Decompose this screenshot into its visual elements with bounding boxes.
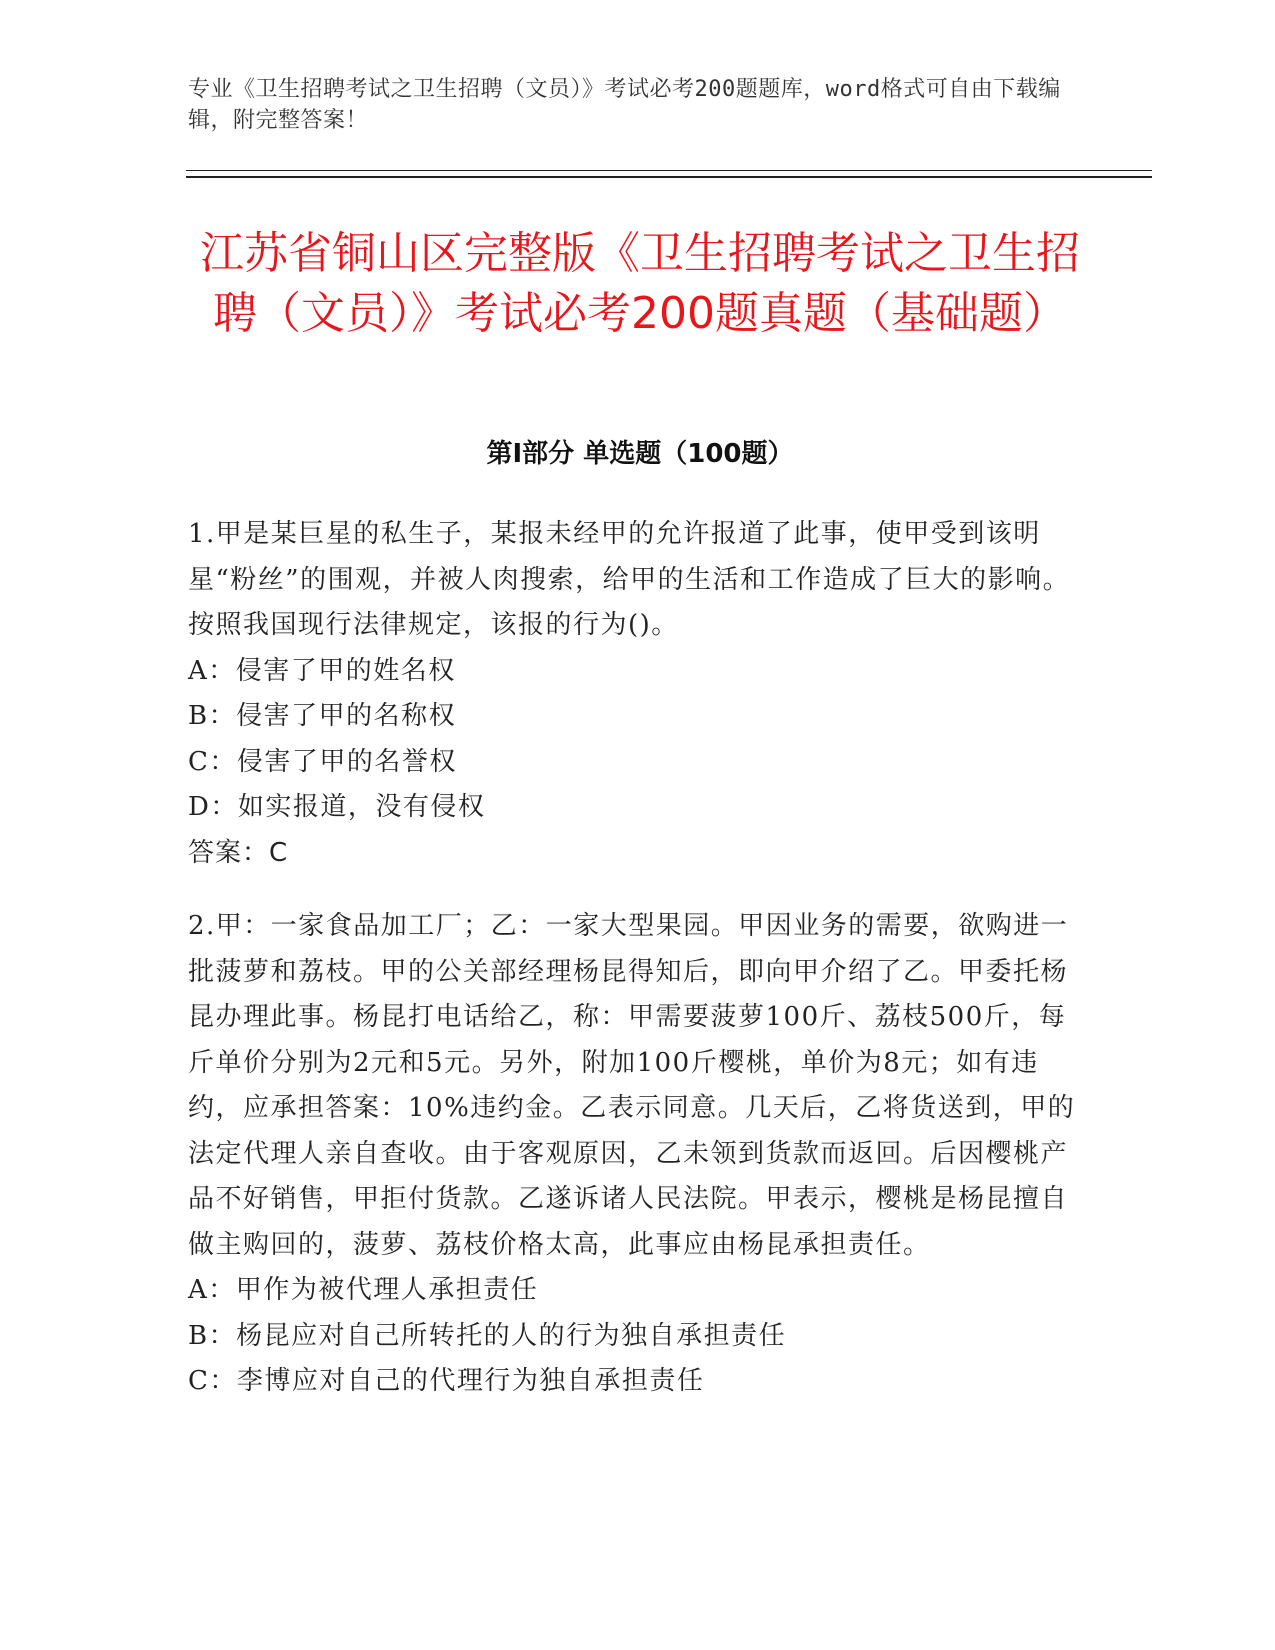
question-2 — [188, 904, 1088, 1405]
option-a: A：侵害了甲的姓名权 — [188, 655, 456, 686]
option-c: C：侵害了甲的名誉权 — [188, 746, 457, 777]
header-divider-thin — [186, 170, 1152, 171]
option-b: B：侵害了甲的名称权 — [188, 701, 457, 731]
question-stem: 2.甲：一家食品加工厂；乙：一家大型果园。甲因业务的需要，欲购进一批菠萝和荔枝。甲的公关部经理杨昆得知后，即向甲介绍了乙。甲委托杨昆办理此事。杨昆打电话给乙，称：甲需要菠萝100斤、荔枝500斤，每斤单价分别为2元和5元。另外，附加100斤樱桃，单价为8元；如有违约，应承担答案：10%违约金。乙表示同意。几天后，乙将货送到，甲的法定代理人亲自查收。由于客观原因，乙未领到货款而返回。后因樱桃产品不好销售，甲拒付货款。乙遂诉诸人民法院。甲表示，樱桃是杨昆擅自做主购回的，菠萝、荔枝价格太高，此事应由杨昆承担责任。 — [188, 911, 1076, 1260]
option-b: B：杨昆应对自己所转托的人的行为独自承担责任 — [188, 1320, 787, 1351]
header-divider-thick — [186, 176, 1152, 178]
option-a: A：甲作为被代理人承担责任 — [188, 1275, 539, 1305]
question-1 — [188, 512, 1088, 876]
question-stem: 1.甲是某巨星的私生子，某报未经甲的允许报道了此事，使甲受到该明星“粉丝”的围观，并被人肉搜索，给甲的生活和工作造成了巨大的影响。按照我国现行法律规定，该报的行为()。 — [188, 519, 1071, 640]
header-note: 专业《卫生招聘考试之卫生招聘（文员）》考试必考200题题库，word格式可自由下载编辑，附完整答案！ — [188, 77, 1061, 133]
section-title: 第I部分 单选题（100题） — [486, 439, 794, 469]
answer-text: 答案：C — [188, 837, 289, 868]
document-title: 江苏省铜山区完整版《卫生招聘考试之卫生招聘（文员）》考试必考200题真题（基础题） — [200, 228, 1080, 339]
option-c: C：李博应对自己的代理行为独自承担责任 — [188, 1366, 705, 1396]
option-d: D：如实报道，没有侵权 — [188, 792, 486, 822]
